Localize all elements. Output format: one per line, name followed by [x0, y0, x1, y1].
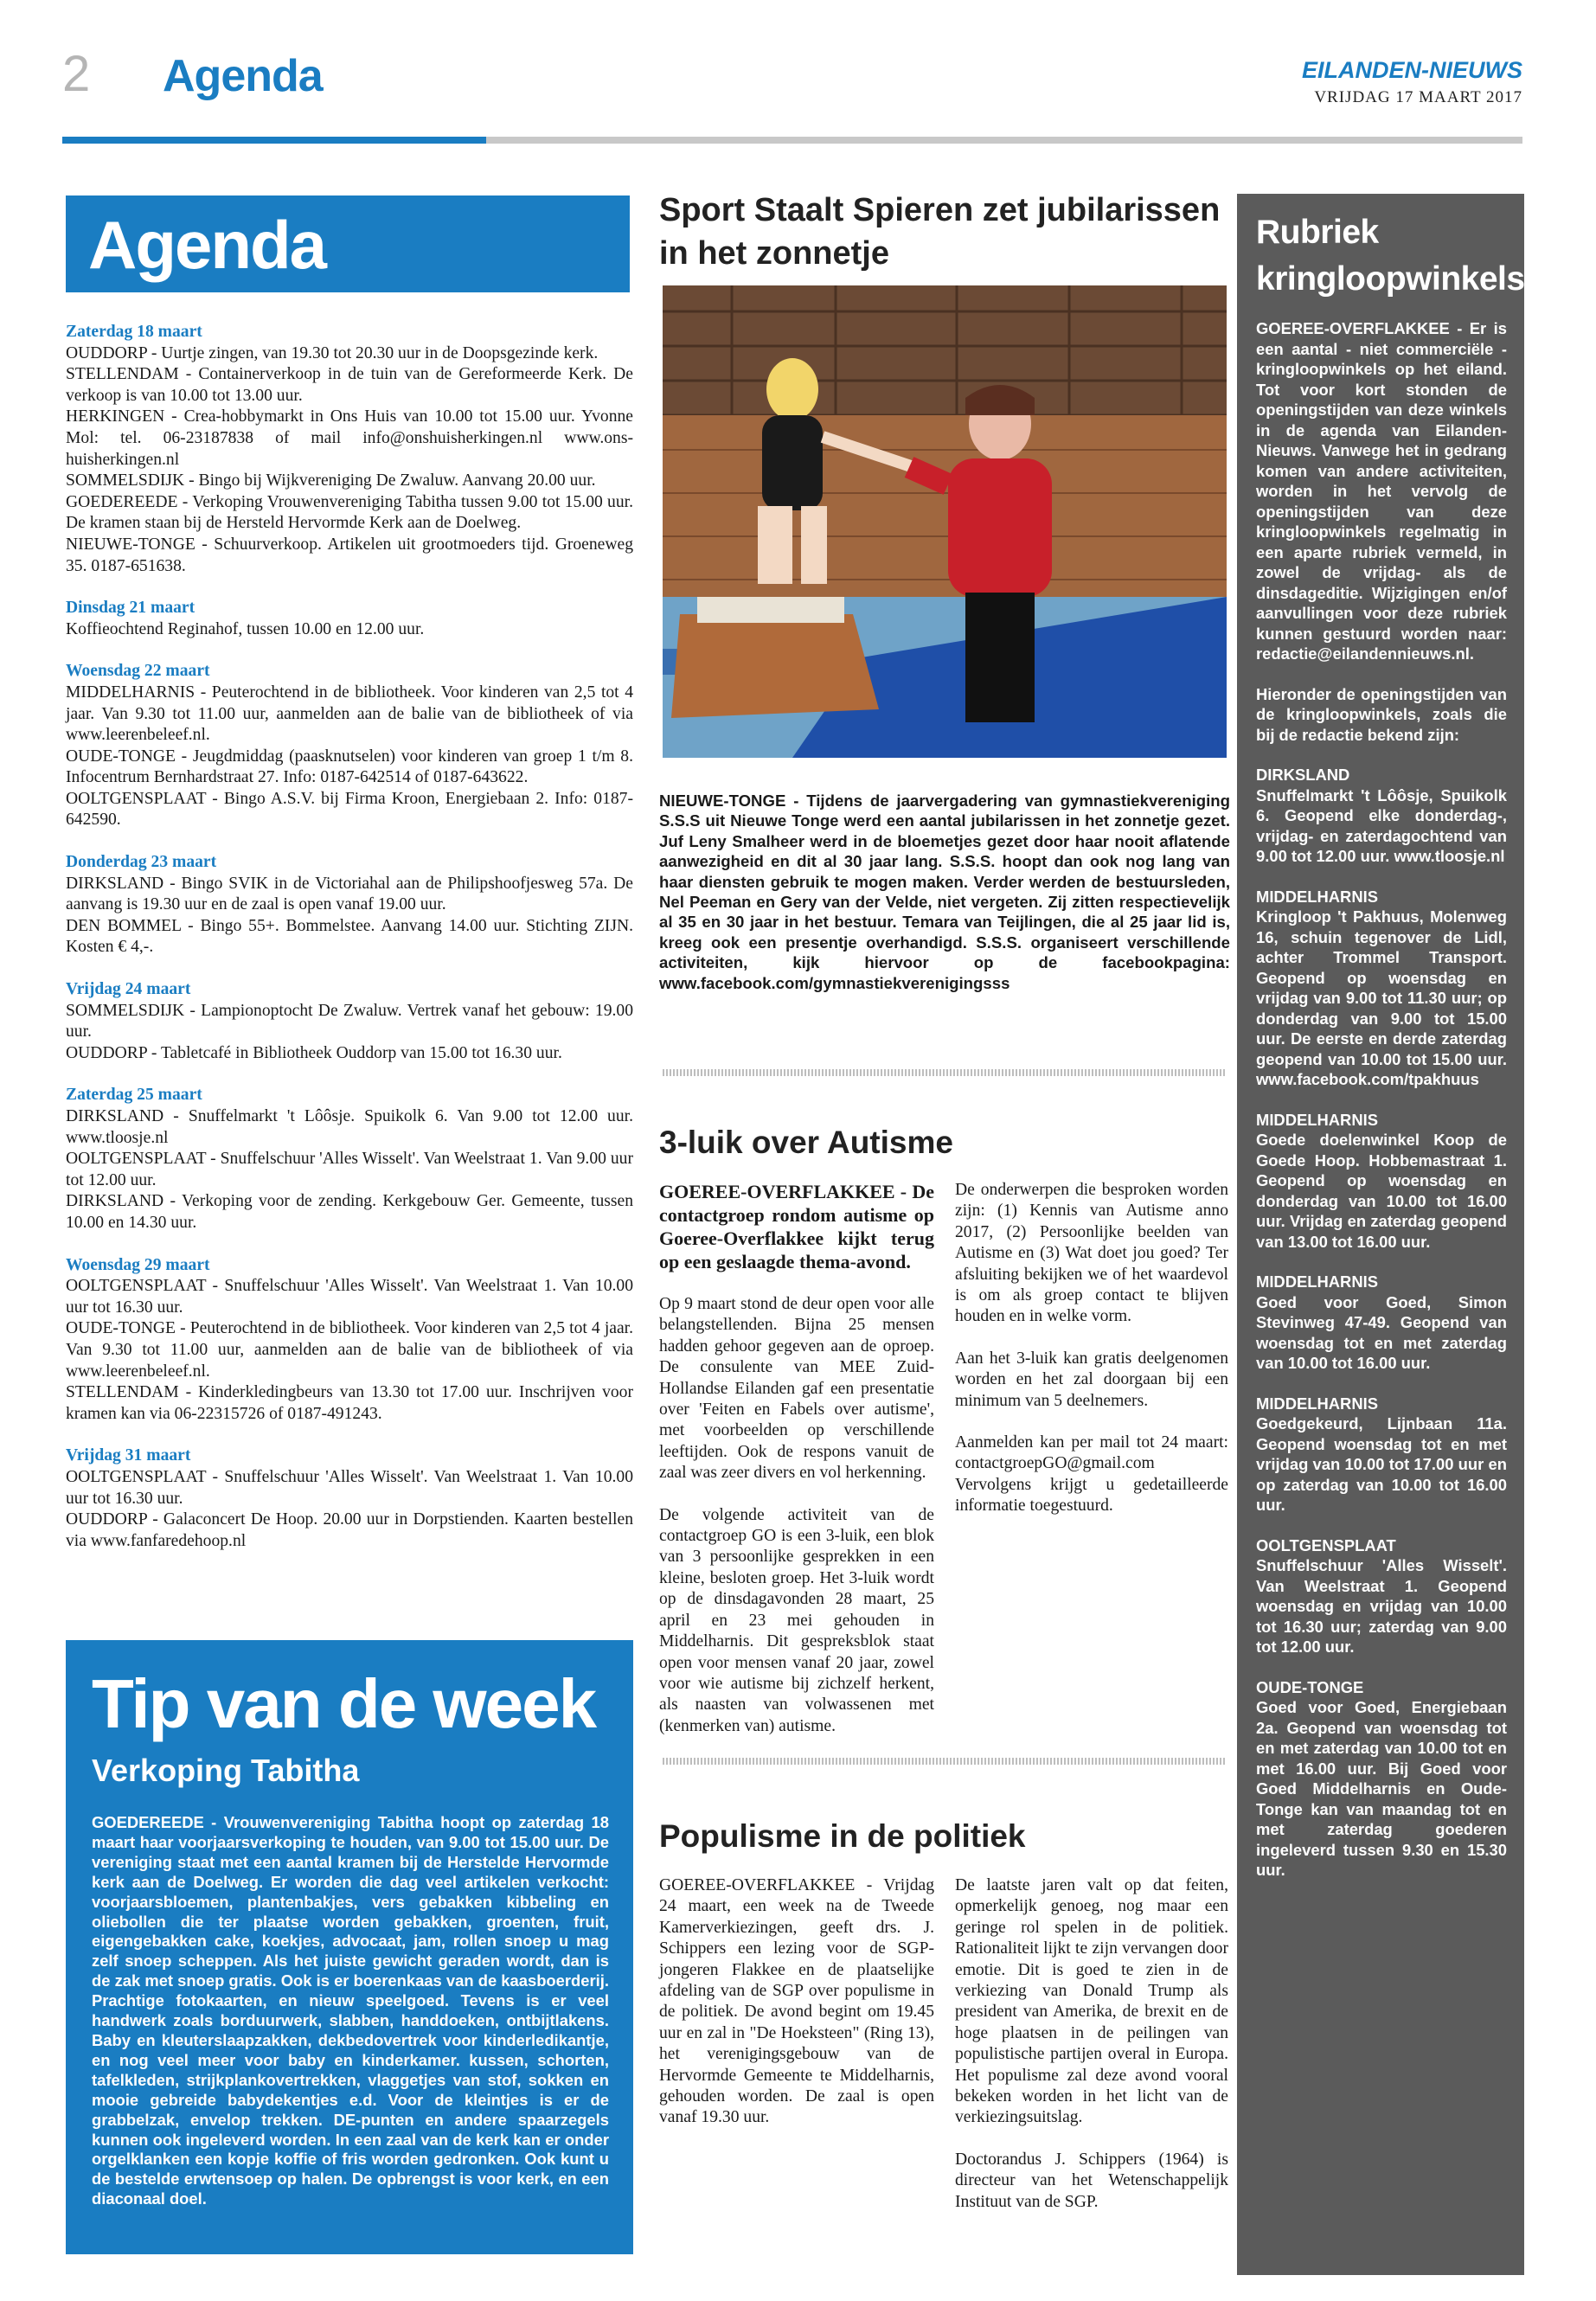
agenda-day-date: Woensdag 22 maart — [66, 662, 210, 681]
page-number: 2 — [62, 46, 91, 102]
divider — [663, 1758, 1227, 1765]
tip-of-week-box — [66, 1640, 633, 2254]
agenda-entry: STELLENDAM - Containerverkoop in de tuin van de Gereformeerde Kerk. De verkoop is van 10.00 tot 13.00 uur. — [66, 365, 633, 405]
agenda-entry: OOLTGENSPLAAT - Snuffelschuur 'Alles Wisselt'. Van Weelstraat 1. Van 10.00 uur tot 16.30 uur. — [66, 1467, 633, 1508]
populisme-p1: GOEREE-OVERFLAKKEE - Vrijdag 24 maart, een week na de Tweede Kamerverkiezingen, geeft drs. J. Schippers een lezing voor de SGP-jongeren Flakkee en de plaatselijke afdeling van de SGP over populisme in de politiek. De avond begint om 19.45 uur en zal in "De Hoeksteen" (Ring 13), het verenigingsgebouw van de Hervormde Gemeente te Middelharnis, gehouden worden. De zaal is open vanaf 19.30 uur. — [659, 1876, 934, 2127]
agenda-entry: Koffieochtend Reginahof, tussen 10.00 en 12.00 uur. — [66, 619, 425, 638]
shop-place: MIDDELHARNIS — [1256, 1394, 1378, 1413]
shop-place: OOLTGENSPLAAT — [1256, 1535, 1396, 1554]
shop-details: Goedgekeurd, Lijnbaan 11a. Geopend woensdag tot en met vrijdag van 10.00 tot 17.00 uur en op zaterdag van 10.00 tot 16.00 uur. — [1256, 1414, 1507, 1514]
agenda-day — [66, 1445, 633, 1552]
gymnastics-photo — [663, 285, 1227, 758]
rubriek-content — [1256, 209, 1525, 1900]
rubriek-text — [1256, 318, 1507, 1881]
agenda-list — [66, 322, 633, 1573]
shop-place: DIRKSLAND — [1256, 766, 1350, 784]
shop-place: OUDE-TONGE — [1256, 1677, 1364, 1696]
shop-details: Kringloop 't Pakhuus, Molenweg 16, schuin tegenover de Lidl, achter Trommel Transport. Geopend op woensdag en vrijdag van 9.00 tot 11.30 uur; op donderdag van 9.00 tot 15.00 uur. De eerste en derde zaterdag geopend van 10.00 tot 15.00 uur. www.facebook.com/tpakhuus — [1256, 907, 1507, 1088]
agenda-entry: MIDDELHARNIS - Peuterochtend in de bibliotheek. Voor kinderen van 2,5 tot 4 jaar. Van 9.30 tot 11.00 uur, aanmelden aan de balie van de bibliotheek of via www.leerenbeleef.nl. — [66, 683, 633, 745]
shop-entry — [1256, 1677, 1507, 1881]
masthead-logo: EILANDEN-NIEUWS — [1302, 57, 1522, 83]
autisme-col-2 — [955, 1180, 1228, 1538]
agenda-day-date: Vrijdag 31 maart — [66, 1446, 191, 1465]
shop-entry — [1256, 1394, 1507, 1516]
shop-place: MIDDELHARNIS — [1256, 1110, 1378, 1129]
divider — [663, 1069, 1227, 1076]
section-title: Agenda — [163, 51, 323, 101]
tip-subtitle: Verkoping Tabitha — [92, 1753, 360, 1788]
rubriek-title: Rubriek kringloopwinkels — [1256, 214, 1525, 298]
shop-details: Snuffelschuur 'Alles Wisselt'. Van Weelstraat 1. Geopend woensdag en vrijdag van 10.00 tot 16.30 uur; zaterdag van 9.00 tot 12.00 uur. — [1256, 1556, 1507, 1656]
autisme-title: 3-luik over Autisme — [659, 1125, 953, 1160]
shop-details: Snuffelmarkt 't Lôôsje, Spuikolk 6. Geopend elke donderdag-, vrijdag- en zaterdagochtend van 9.00 tot 12.00 uur. www.tloosje.nl — [1256, 785, 1507, 865]
agenda-day-date: Woensdag 29 maart — [66, 1255, 210, 1274]
shop-entry — [1256, 1272, 1507, 1374]
agenda-heading: Agenda — [88, 207, 326, 283]
agenda-day-date: Zaterdag 18 maart — [66, 323, 202, 341]
agenda-entry: OUDE-TONGE - Peuterochtend in de bibliotheek. Voor kinderen van 2,5 tot 4 jaar. Van 9.30 tot 11.00 uur, aanmelden aan de balie van de bibliotheek of via www.leerenbeleef.nl. — [66, 1319, 633, 1381]
agenda-day-date: Dinsdag 21 maart — [66, 599, 195, 618]
agenda-banner — [66, 195, 630, 292]
agenda-entry: OUDDORP - Tabletcafé in Bibliotheek Ouddorp van 15.00 tot 16.30 uur. — [66, 1043, 562, 1062]
agenda-entry: DIRKSLAND - Snuffelmarkt 't Lôôsje. Spuikolk 6. Van 9.00 tot 12.00 uur. www.tloosje.nl — [66, 1107, 633, 1147]
autisme-p4: Aan het 3-luik kan gratis deelgenomen worden en het zal doorgaan bij een minimum van 5 deelnemers. — [955, 1349, 1228, 1410]
autisme-col-1 — [659, 1180, 934, 1758]
agenda-entry: OUDDORP - Galaconcert De Hoop. 20.00 uur in Dorpstienden. Kaarten bestellen via www.fanfaredehoop.nl — [66, 1510, 633, 1550]
shop-entry — [1256, 1535, 1507, 1657]
agenda-entry: SOMMELSDIJK - Bingo bij Wijkvereniging De Zwaluw. Aanvang 20.00 uur. — [66, 471, 596, 490]
shop-place: MIDDELHARNIS — [1256, 887, 1378, 906]
agenda-day-date: Vrijdag 24 maart — [66, 980, 191, 999]
agenda-day — [66, 979, 633, 1064]
shop-entry — [1256, 1110, 1507, 1253]
agenda-day — [66, 1085, 633, 1234]
shop-details: Goede doelenwinkel Koop de Goede Hoop. Hobbemastraat 1. Geopend op woensdag en donderdag van 10.00 tot 16.00 uur. Vrijdag en zaterdag geopend van 13.00 tot 16.00 uur. — [1256, 1131, 1507, 1251]
autisme-lead: GOEREE-OVERFLAKKEE - De contactgroep rondom autisme op Goeree-Overflakkee kijkt terug op een geslaagde thema-avond. — [659, 1181, 934, 1272]
agenda-entry: OOLTGENSPLAAT - Snuffelschuur 'Alles Wisselt'. Van Weelstraat 1. Van 9.00 uur tot 12.00 uur. — [66, 1150, 633, 1189]
shop-list — [1256, 765, 1507, 1881]
issue-date: VRIJDAG 17 MAART 2017 — [1314, 88, 1522, 106]
autisme-p3: De onderwerpen die besproken worden zijn: (1) Kennis van Autisme anno 2017, (2) Persoonlijke beelden van Autisme en (3) Wat doet jou goed? Ter afsluiting bekijken we of het waardevol is om als groep contact te blijven houden en in welke vorm. — [955, 1181, 1228, 1326]
agenda-entry: DEN BOMMEL - Bingo 55+. Bommelstee. Aanvang 14.00 uur. Stichting ZIJN. Kosten € 4,-. — [66, 916, 633, 957]
populisme-col-2 — [955, 1875, 1228, 2234]
agenda-entry: OUDE-TONGE - Jeugdmiddag (paasknutselen) voor kinderen van groep 1 t/m 8. Infocentrum Bernhardstraat 27. Info: 0187-642514 of 0187-643622. — [66, 747, 633, 787]
shop-entry — [1256, 887, 1507, 1090]
populisme-title: Populisme in de politiek — [659, 1818, 1026, 1854]
sport-photo-caption: NIEUWE-TONGE - Tijdens de jaarvergadering van gymnastiekvereniging S.S.S uit Nieuwe Tonge werd een aantal jubilarissen in het zonnetje gezet. Juf Leny Smalheer werd in de bloemetjes gezet door haar nooit aflatende aanwezigheid en dit al 30 jaar lang. S.S.S. hoopt dan ook nog lang van haar diensten gebruik te mogen maken. Verder werden de bestuursleden, Nel Peeman en Gery van der Velde, niet vergeten. Zij zitten respectievelijk al 35 en 30 jaar in het bestuur. Temara van Teijlingen, die al 25 jaar lid is, kreeg ook een presentje overhandigd. S.S.S. organiseert verschillende activiteiten, kijk hiervoor op de facebookpagina: www.facebook.com/gymnastiekverenigingsss — [659, 792, 1230, 992]
header-rule-accent — [62, 137, 486, 144]
agenda-day — [66, 1255, 633, 1426]
autisme-p1: Op 9 maart stond de deur open voor alle belangstellenden. Bijna 25 mensen hadden gehoor gegeven aan de oproep. De consulente van MEE Zuid-Hollandse Eilanden gaf een presentatie over 'Feiten en Fabels over autisme', met voorbeelden op verschillende leeftijden. Ook de respons vanuit de zaal was zeer divers en vol herkenning. — [659, 1295, 934, 1483]
rubriek-intro: GOEREE-OVERFLAKKEE - Er is een aantal - niet commerciële - kringloopwinkels op het eiland. Tot voor kort stonden de openingstijden van deze winkels in de agenda van Eilanden-Nieuws. Vanwege het in gedrang komen van andere activiteiten, worden in het vervolg de openingstijden van deze kringloopwinkels regelmatig in een aparte rubriek vermeld, in zowel de vrijdag- als de dinsdageditie. Wijzigingen en/of aanvullingen voor deze rubriek kunnen gestuurd worden naar: redactie@eilandennieuws.nl. — [1256, 319, 1507, 663]
agenda-day-date: Donderdag 23 maart — [66, 853, 217, 872]
autisme-p2: De volgende activiteit van de contactgroep GO is een 3-luik, een blok van 3 persoonlijke gesprekken in een kleine, besloten groep. Het 3-luik wordt op de dinsdagavonden 28 maart, 25 april en 23 mei gehouden in Middelharnis. Dit gespreksblok staat open voor mensen vanaf 20 jaar, zowel voor wie autisme bij zichzelf herkent, als naasten van volwassenen met (kenmerken van) autisme. — [659, 1505, 934, 1735]
sport-article-title: Sport Staalt Spieren zet jubilarissen in het zonnetje — [659, 192, 1221, 272]
agenda-day — [66, 598, 633, 640]
shop-details: Goed voor Goed, Simon Stevinweg 47-49. Geopend van woensdag tot en met zaterdag van 10.00 tot 16.00 uur. — [1256, 1292, 1507, 1372]
shop-place: MIDDELHARNIS — [1256, 1272, 1378, 1291]
agenda-entry: DIRKSLAND - Bingo SVIK in de Victoriahal aan de Philipshoofjesweg 57a. De aanvang is 19.30 uur en de zaal is open vanaf 19.00 uur. — [66, 874, 633, 914]
tip-body: GOEDEREEDE - Vrouwenvereniging Tabitha hoopt op zaterdag 18 maart haar voorjaarsverkoping te houden, van 9.00 tot 15.00 uur. De vereniging staat met een aantal kramen bij de Herstelde Hervormde kerk aan de Doelweg. Er worden die dag veel artikelen verkocht: voorjaarsbloemen, plantenbakjes, vers gebakken kibbeling en oliebollen die ter plaatse worden gebakken, groenten, fruit, eigengebakken cake, koekjes, advocaat, jam, rollen snoep u mag zelf snoep scheppen. Als het juiste gewicht geraden wordt, dan is de zak met snoep gratis. Ook is er boerenkaas van de kaasboerderij. Prachtige fotokaarten, en nieuw speelgoed. Tevens is er veel handwerk zoals borduurwerk, slabben, handdoeken, ontbijtlakens. Baby en kleuterslaapzakken, dekbedovertrek voor kinderledikantje, en nog veel meer voor baby en kinderkamer. kussen, schorten, tafelkleden, strijkplankovertrekken, vlaggetjes van stof, sokken en mooie gebreide babydekentjes e.d. Voor de kleintjes is er de grabbelzak, envelop trekken. DE-punten en andere spaarzegels kunnen ook ingeleverd worden. In een zaal van de kerk kan er onder orgelklanken een kopje koffie of fris worden gedronken. Ook kunt u de bestelde erwtensoep op halen. De opbrengst is voor kerk, en een diaconaal doel. — [92, 1813, 609, 2208]
agenda-day-date: Zaterdag 25 maart — [66, 1086, 202, 1105]
agenda-day — [66, 661, 633, 831]
agenda-entry: HERKINGEN - Crea-hobbymarkt in Ons Huis van 10.00 tot 15.00 uur. Yvonne Mol: tel. 06-23187838 of mail info@onshuisherkingen.nl www.ons-huisherkingen.nl — [66, 407, 633, 469]
agenda-entry: OOLTGENSPLAAT - Bingo A.S.V. bij Firma Kroon, Energiebaan 2. Info: 0187-642590. — [66, 789, 633, 830]
agenda-entry: OOLTGENSPLAAT - Snuffelschuur 'Alles Wisselt'. Van Weelstraat 1. Van 10.00 uur tot 16.30 uur. — [66, 1277, 633, 1317]
populisme-p3: Doctorandus J. Schippers (1964) is directeur van het Wetenschappelijk Instituut van de SGP. — [955, 2150, 1228, 2211]
populisme-col-1 — [659, 1875, 934, 2150]
populisme-p2: De laatste jaren valt op dat feiten, opmerkelijk genoeg, nog maar een geringe rol spelen in de politiek. Rationaliteit lijkt te zijn vervangen door emotie. Dit is goed te zien in de verkiezing van Donald Trump als president van Amerika, de brexit en de hoge plaatsen in de peilingen van populistische partijen overal in Europa. Het populisme zal deze avond vooral bekeken worden in het licht van de verkiezingsuitslag. — [955, 1876, 1228, 2127]
tip-title: Tip van de week — [92, 1665, 596, 1742]
agenda-day — [66, 852, 633, 958]
rubriek-intro-2: Hieronder de openingstijden van de kringloopwinkels, zoals die bij de redactie bekend zijn: — [1256, 684, 1507, 744]
agenda-entry: DIRKSLAND - Verkoping voor de zending. Kerkgebouw Ger. Gemeente, tussen 10.00 en 14.30 uur. — [66, 1192, 633, 1232]
autisme-p5: Aanmelden kan per mail tot 24 maart: contactgroepGO@gmail.com Vervolgens krijgt u gedetailleerde informatie toegestuurd. — [955, 1433, 1228, 1516]
agenda-entry: SOMMELSDIJK - Lampionoptocht De Zwaluw. Vertrek vanaf het gebouw: 19.00 uur. — [66, 1001, 633, 1042]
agenda-entry: STELLENDAM - Kinderkledingbeurs van 13.30 tot 17.00 uur. Inschrijven voor kramen kan via 06-22315726 of 0187-491243. — [66, 1383, 633, 1423]
agenda-entry: OUDDORP - Uurtje zingen, van 19.30 tot 20.30 uur in de Doopsgezinde kerk. — [66, 343, 599, 362]
agenda-day — [66, 322, 633, 577]
agenda-entry: GOEDEREEDE - Verkoping Vrouwenvereniging Tabitha tussen 9.00 tot 15.00 uur. De kramen staan bij de Hersteld Hervormde Kerk aan de Doelweg. — [66, 492, 633, 533]
shop-entry — [1256, 765, 1507, 867]
agenda-entry: NIEUWE-TONGE - Schuurverkoop. Artikelen uit grootmoeders tijd. Groeneweg 35. 0187-651638. — [66, 535, 633, 575]
shop-details: Goed voor Goed, Energiebaan 2a. Geopend van woensdag tot en met zaterdag van 10.00 tot en met 16.00 uur. Bij Goed voor Goed Middelharnis en Oude-Tonge kan van maandag tot en met zaterdag goederen ingeleverd tussen 9.30 en 15.30 uur. — [1256, 1698, 1507, 1879]
